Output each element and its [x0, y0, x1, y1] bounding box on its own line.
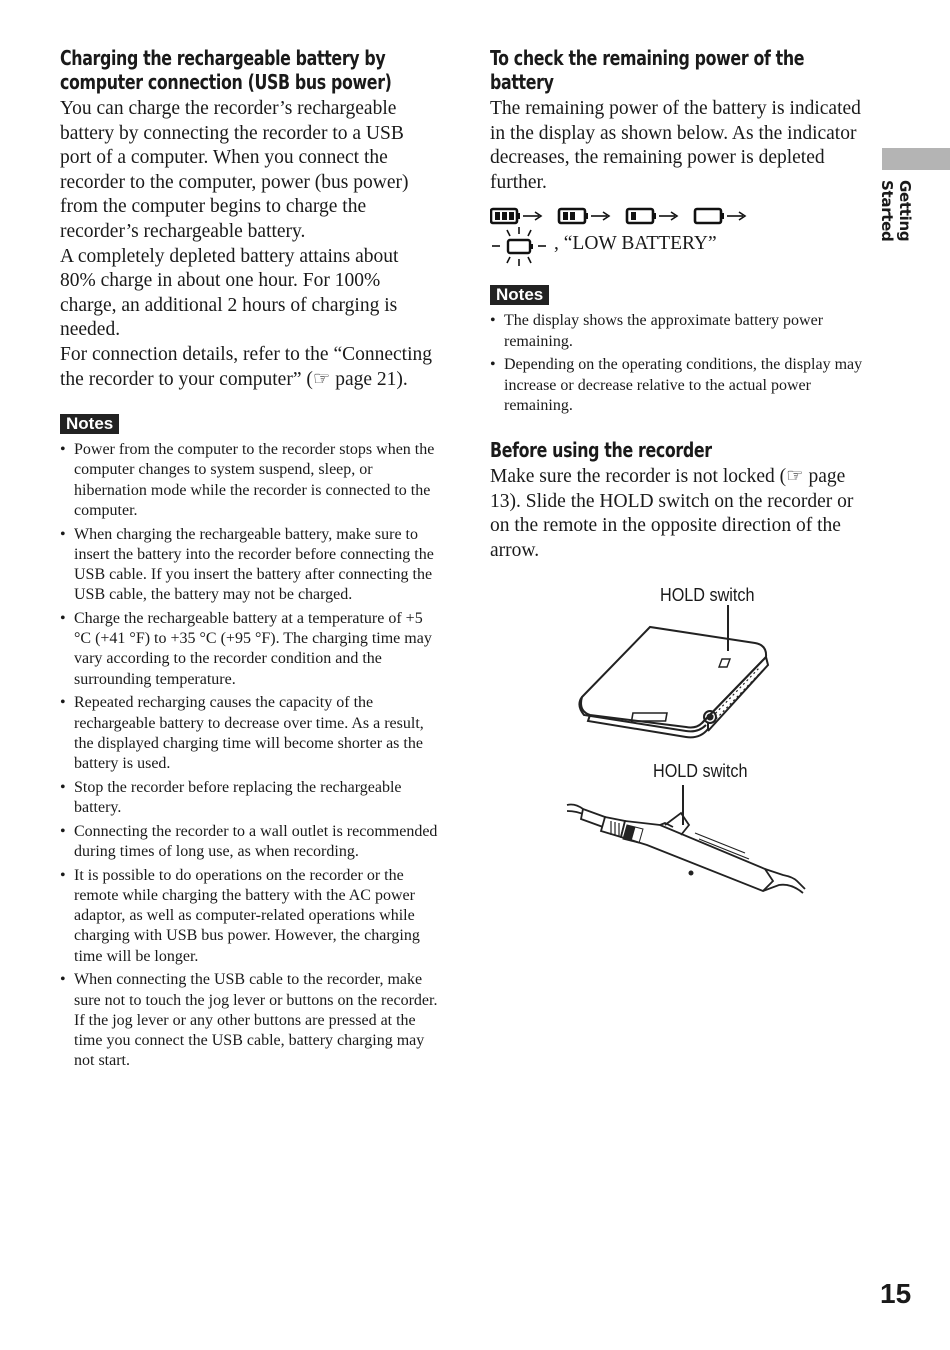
paragraph: A completely depleted battery attains about 80% charge in about one hour. For 100% charge, an additional 2 hours of charging is needed.	[60, 245, 399, 341]
note-item: • Depending on the operating conditions, the display may increase or decrease relative to the actual power remaining.	[490, 355, 870, 416]
paragraph: Make sure the recorder is not locked (☞ page 13). Slide the HOLD switch on the recorder or on the remote in the opposite direction of the arrow.	[490, 465, 854, 561]
blinking-battery-icon	[490, 225, 552, 269]
section-heading-remaining-power: To check the remaining power of the battery	[490, 46, 805, 94]
low-battery-row	[490, 231, 870, 269]
note-item: • It is possible to do operations on the recorder or the remote while charging the battery with the AC power adaptor, as well as computer-related operations while charging with USB bus power. However, the charging time will be longer.	[60, 866, 438, 967]
page-number: 15	[880, 1278, 912, 1309]
section-tab-bar	[882, 148, 950, 170]
note-item: • The display shows the approximate battery power remaining.	[490, 311, 870, 351]
hold-switch-label-remote: HOLD switch	[653, 761, 748, 781]
battery-level-icon	[695, 209, 724, 223]
battery-level-icon	[559, 209, 588, 223]
battery-level-icon	[627, 209, 656, 223]
notes-badge: Notes	[60, 414, 119, 434]
section-side-label: Getting Started	[878, 180, 914, 242]
notes-badge: Notes	[490, 285, 549, 305]
paragraph: You can charge the recorder’s rechargeable battery by connecting the recorder to a USB port of a computer. When you connect the recorder to the computer, power (bus power) from the computer begins to charge the recorder’s rechargeable battery.	[60, 98, 409, 242]
note-item: • Stop the recorder before replacing the rechargeable battery.	[60, 778, 438, 818]
paragraph: The remaining power of the battery is indicated in the display as shown below. As the indicator decreases, the remaining power is depleted further.	[490, 98, 861, 193]
note-item: • Charge the rechargeable battery at a temperature of +5 °C (+41 °F) to +35 °C (+95 °F). The charging time may vary according to the recorder condition and the surrounding temperature.	[60, 609, 438, 690]
notes-list	[60, 440, 438, 1071]
notes-list	[490, 311, 870, 416]
left-column	[60, 46, 438, 1075]
arrow-right-icon	[659, 212, 677, 220]
note-item: • Power from the computer to the recorder stops when the computer changes to system suspend, sleep, or hibernation mode while the recorder is connected to the computer.	[60, 440, 438, 521]
note-item: • Repeated recharging causes the capacity of the rechargeable battery to decrease over time. As a result, the displayed charging time will become shorter as the battery is used.	[60, 693, 438, 774]
remote-control-illustration	[565, 785, 810, 900]
section-heading-usb-charging: Charging the rechargeable battery by computer connection (USB bus power)	[60, 46, 392, 94]
battery-level-icon	[491, 209, 520, 223]
right-column	[490, 46, 870, 563]
arrow-right-icon	[523, 212, 541, 220]
low-battery-text: , “LOW BATTERY”	[554, 233, 717, 255]
hold-switch-label-recorder: HOLD switch	[660, 585, 755, 605]
note-item: • When connecting the USB cable to the recorder, make sure not to touch the jog lever or buttons on the recorder. If the jog lever or any other buttons are pressed at the time you connect the USB cable, battery charging may not start.	[60, 970, 438, 1071]
note-item: • When charging the rechargeable battery, make sure to insert the battery into the recorder before connecting the USB cable. If you insert the battery after connecting the USB cable, the battery may not be charged.	[60, 525, 438, 606]
recorder-illustration	[570, 605, 780, 745]
note-item: • Connecting the recorder to a wall outlet is recommended during times of long use, as when recording.	[60, 822, 438, 862]
arrow-right-icon	[591, 212, 609, 220]
arrow-right-icon	[727, 212, 745, 220]
paragraph: For connection details, refer to the “Connecting the recorder to your computer” (☞ page 21).	[60, 343, 433, 390]
section-heading-before-using: Before using the recorder	[490, 437, 712, 462]
